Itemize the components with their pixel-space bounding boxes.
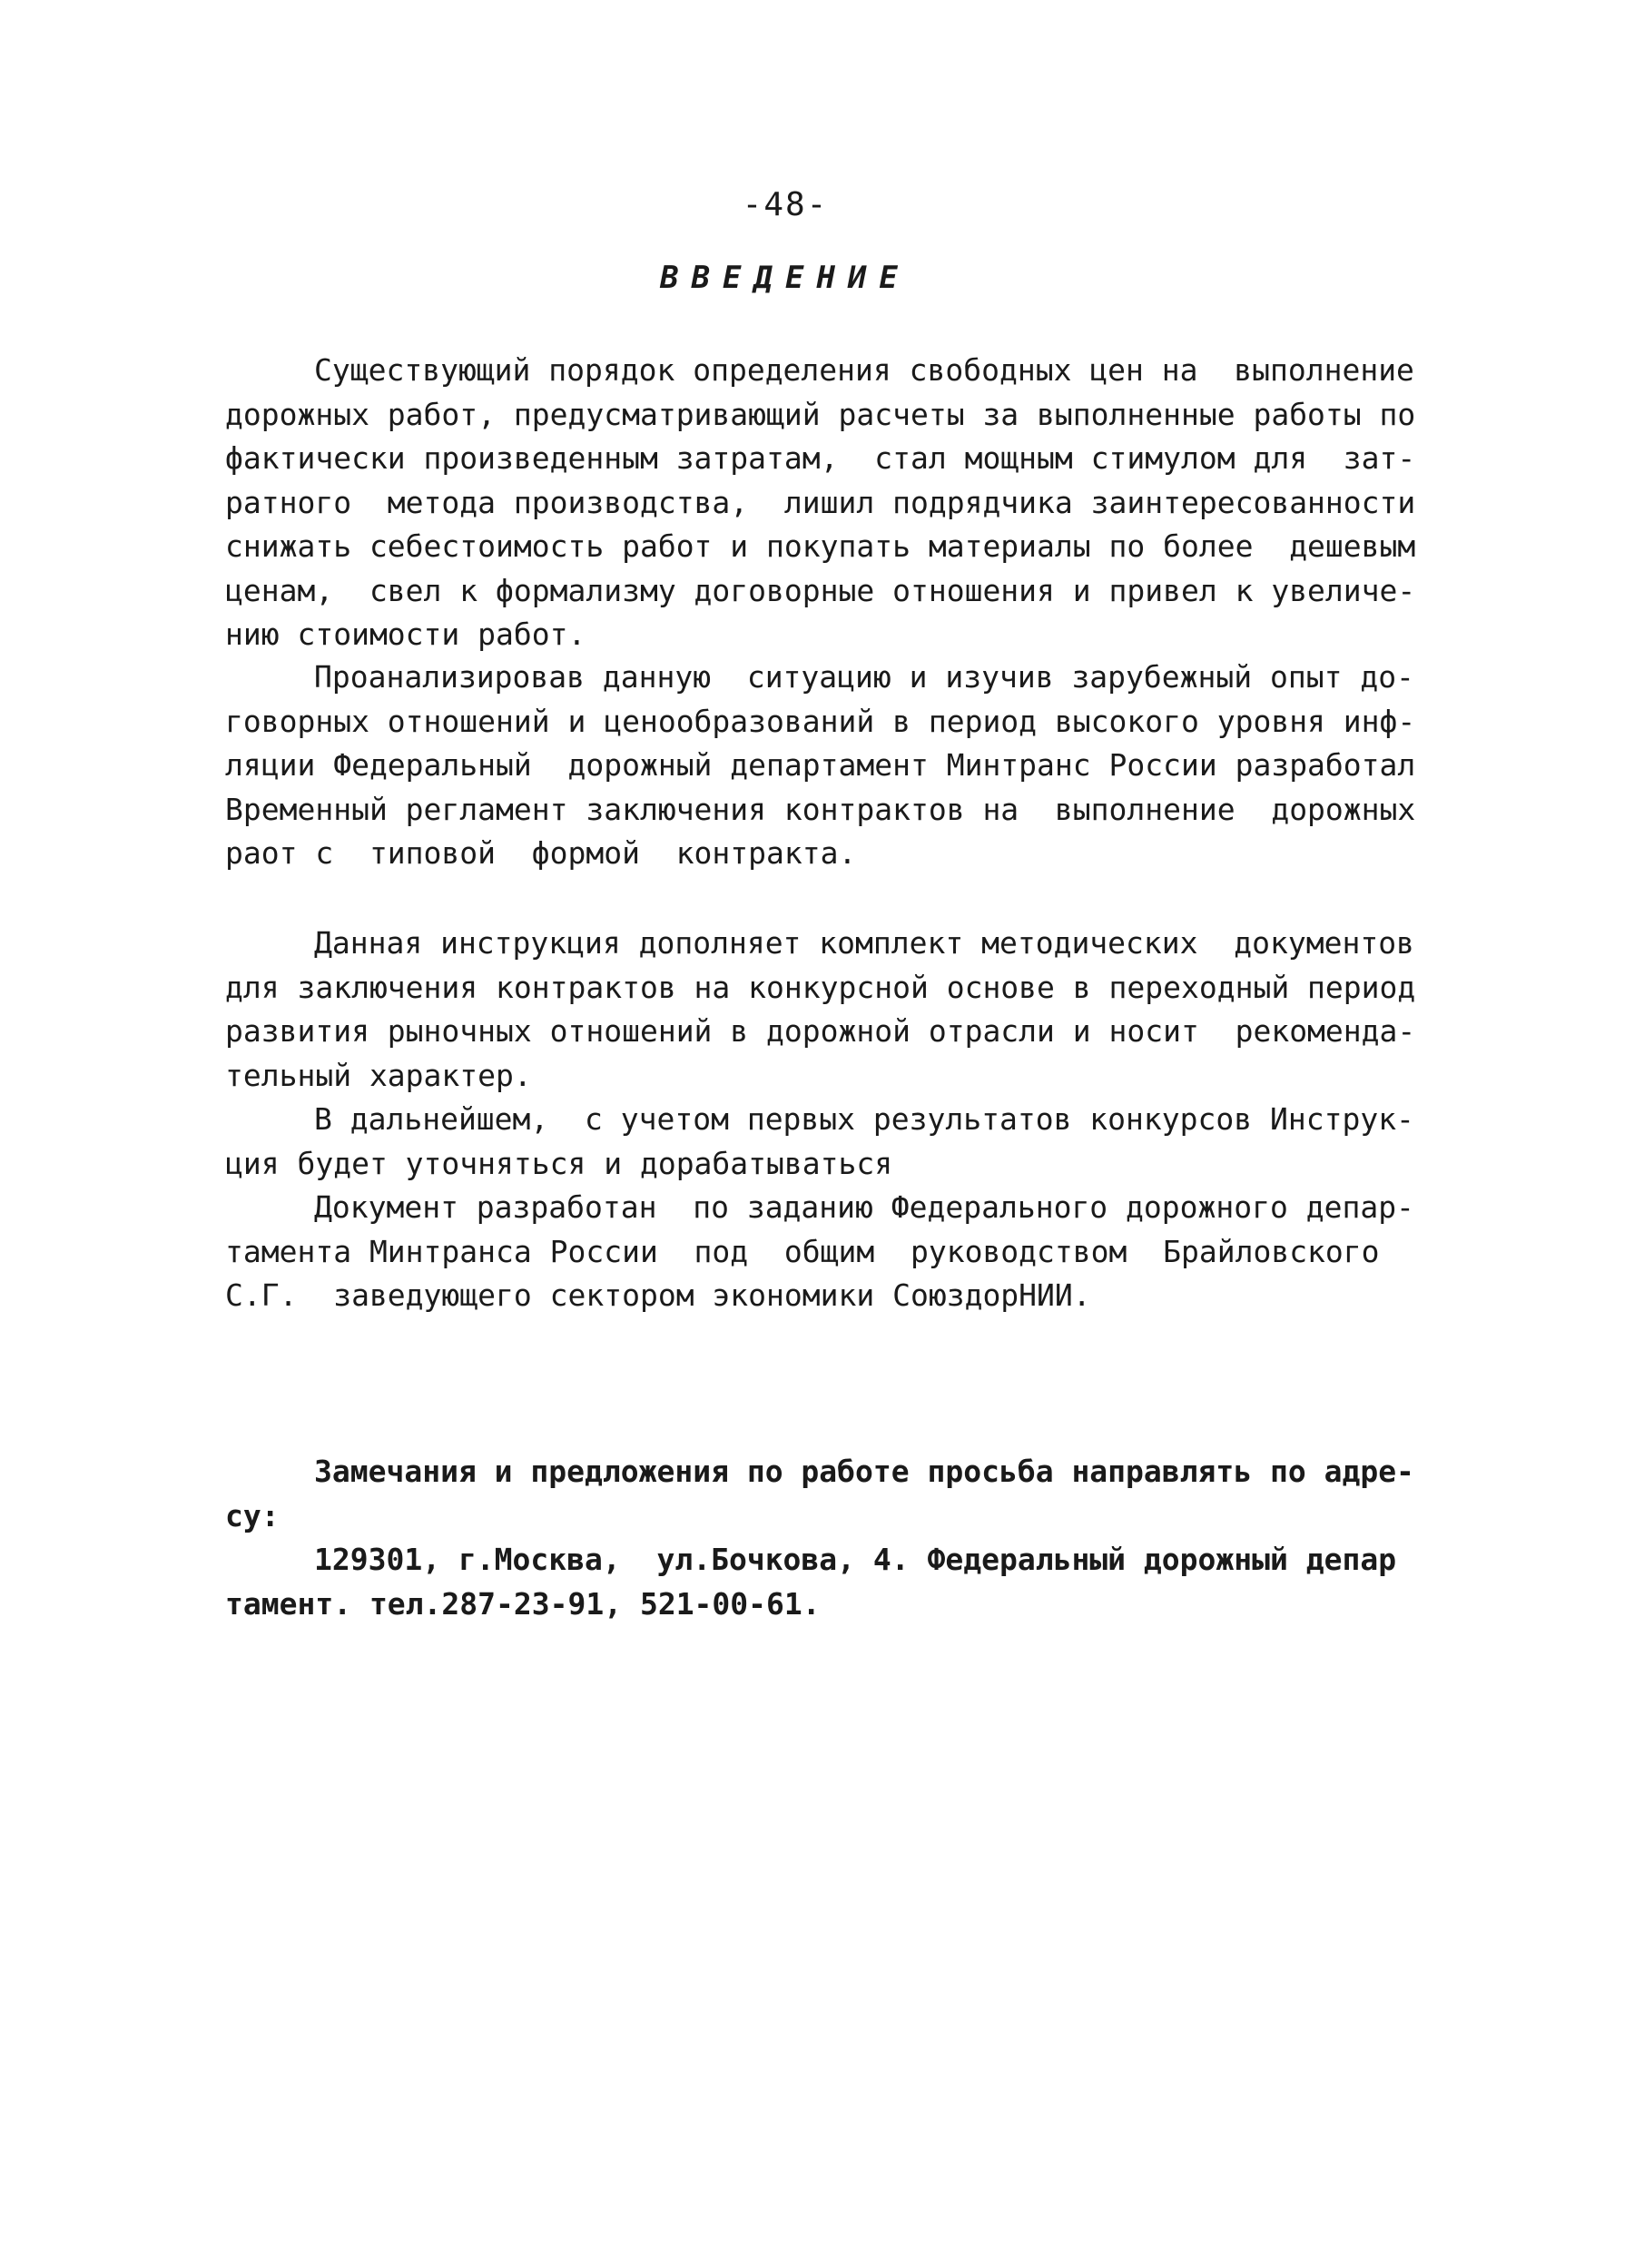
text-line: ция будет уточняться и дорабатываться	[225, 1145, 893, 1181]
page-number: -48-	[742, 186, 829, 223]
text-line: Данная инструкция дополняет комплект методических документов	[314, 925, 1414, 961]
section-title: ВВЕДЕНИЕ	[660, 260, 911, 296]
paragraph-intro	[225, 349, 1416, 657]
text-line: дорожных работ, предусматривающий расчеты за выполненные работы по	[225, 396, 1416, 432]
text-line: Замечания и предложения по работе просьба направлять по адре-	[314, 1454, 1414, 1489]
text-line: тельный характер.	[225, 1057, 532, 1093]
text-line: для заключения контрактов на конкурсной основе в переходный период	[225, 969, 1416, 1005]
remarks-note	[225, 1450, 1414, 1538]
text-line: фактически произведенным затратам, стал мощным стимулом для зат-	[225, 440, 1416, 476]
paragraph-author	[225, 1186, 1414, 1318]
text-line: С.Г. заведующего сектором экономики СоюздорНИИ.	[225, 1277, 1091, 1313]
text-line: 129301, г.Москва, ул.Бочкова, 4. Федеральный дорожный депар	[314, 1542, 1397, 1577]
paragraph-future	[225, 1098, 1414, 1186]
text-line: тамента Минтранса России под общим руководством Брайловского	[225, 1233, 1380, 1269]
text-line: снижать себестоимость работ и покупать материалы по более дешевым	[225, 528, 1416, 564]
text-line: ратного метода производства, лишил подрядчика заинтересованности	[225, 484, 1416, 520]
text-line: говорных отношений и ценообразований в период высокого уровня инф-	[225, 703, 1416, 739]
paragraph-analysis	[225, 656, 1416, 876]
contact-address	[225, 1538, 1396, 1626]
text-line: Проанализировав данную ситуацию и изучив зарубежный опыт до-	[314, 659, 1414, 695]
text-line: Существующий порядок определения свободных цен на выполнение	[314, 352, 1414, 388]
text-line: ценам, свел к формализму договорные отношения и привел к увеличе-	[225, 572, 1416, 608]
paragraph-supplement	[225, 922, 1416, 1098]
text-line: В дальнейшем, с учетом первых результатов конкурсов Инструк-	[314, 1101, 1414, 1137]
text-line: ляции Федеральный дорожный департамент Минтранс России разработал	[225, 747, 1416, 783]
text-line: раот с типовой формой контракта.	[225, 835, 857, 871]
text-line: тамент. тел.287-23-91, 521-00-61.	[225, 1585, 821, 1622]
text-line: нию стоимости работ.	[225, 616, 586, 652]
text-line: Временный регламент заключения контрактов на выполнение дорожных	[225, 791, 1416, 827]
text-line: развития рыночных отношений в дорожной отрасли и носит рекоменда-	[225, 1013, 1416, 1049]
text-line: Документ разработан по заданию Федерального дорожного депар-	[314, 1189, 1414, 1225]
text-line: су:	[225, 1497, 280, 1533]
